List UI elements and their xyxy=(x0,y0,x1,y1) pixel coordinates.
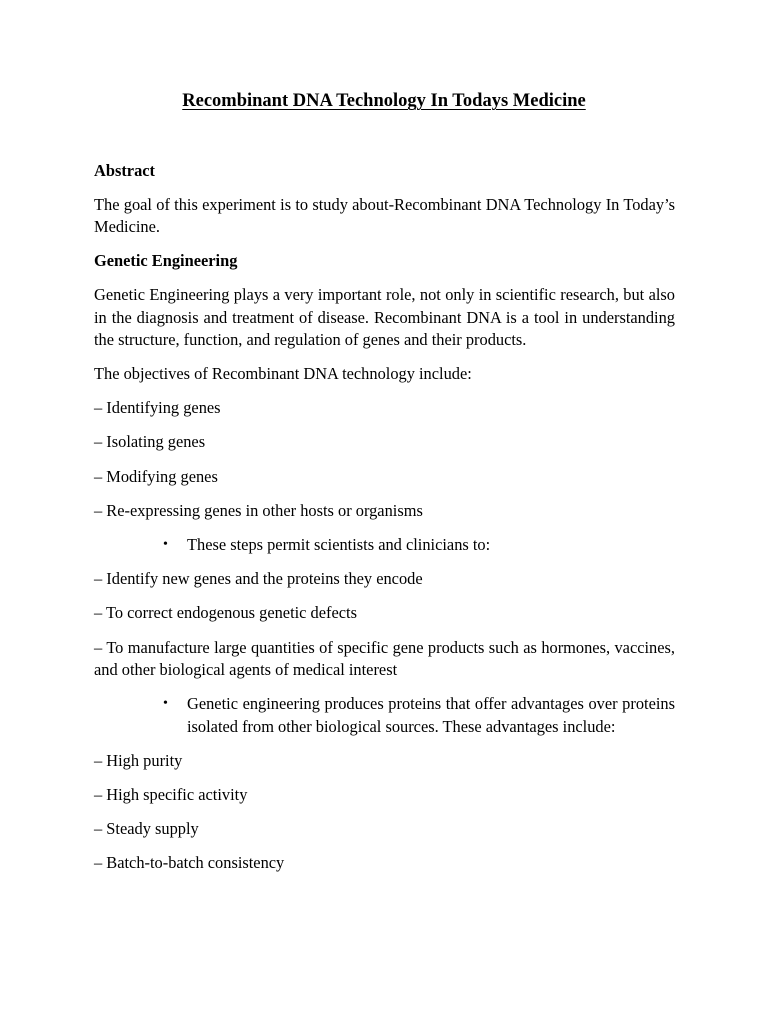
genetic-engineering-text: Genetic Engineering plays a very important role, not only in scientific research, but also in the diagnosis and treatment of disease. Recombinant DNA is a tool in understanding the structure, function, and regulation of genes and their products. xyxy=(94,285,675,350)
genetic-engineering-heading: Genetic Engineering xyxy=(94,251,238,271)
abstract-heading: Abstract xyxy=(94,161,155,180)
bullet-text: Genetic engineering produces proteins that offer advantages over proteins isolated from other biological sources. These advantages include: xyxy=(187,694,675,736)
advantage-item: – Steady supply xyxy=(94,819,199,839)
objective-item: – Modifying genes xyxy=(94,466,218,486)
abstract-text: The goal of this experiment is to study about-Recombinant DNA Technology In Today’s Medicine. xyxy=(94,195,675,237)
objective-item: – Identifying genes xyxy=(94,398,221,418)
permit-item: – To correct endogenous genetic defects xyxy=(94,603,357,623)
document-body xyxy=(94,160,675,887)
advantage-item: – Batch-to-batch consistency xyxy=(94,853,285,873)
objective-item: – Isolating genes xyxy=(94,432,206,452)
objectives-intro: The objectives of Recombinant DNA technology include: xyxy=(94,364,472,384)
bullet-point xyxy=(94,693,675,738)
objective-item: – Re-expressing genes in other hosts or organisms xyxy=(94,500,423,520)
bullet-point xyxy=(94,534,675,556)
document-title: Recombinant DNA Technology In Todays Medicine xyxy=(182,91,586,111)
bullet-text: These steps permit scientists and clinicians to: xyxy=(187,535,491,555)
advantage-item: – High specific activity xyxy=(94,785,248,805)
permit-item: – To manufacture large quantities of specific gene products such as hormones, vaccines, and other biological agents of medical interest xyxy=(94,637,675,680)
bullet-icon: • xyxy=(163,696,168,712)
advantage-item: – High purity xyxy=(94,750,183,770)
bullet-icon: • xyxy=(163,537,168,553)
permit-item: – Identify new genes and the proteins they encode xyxy=(94,569,423,589)
